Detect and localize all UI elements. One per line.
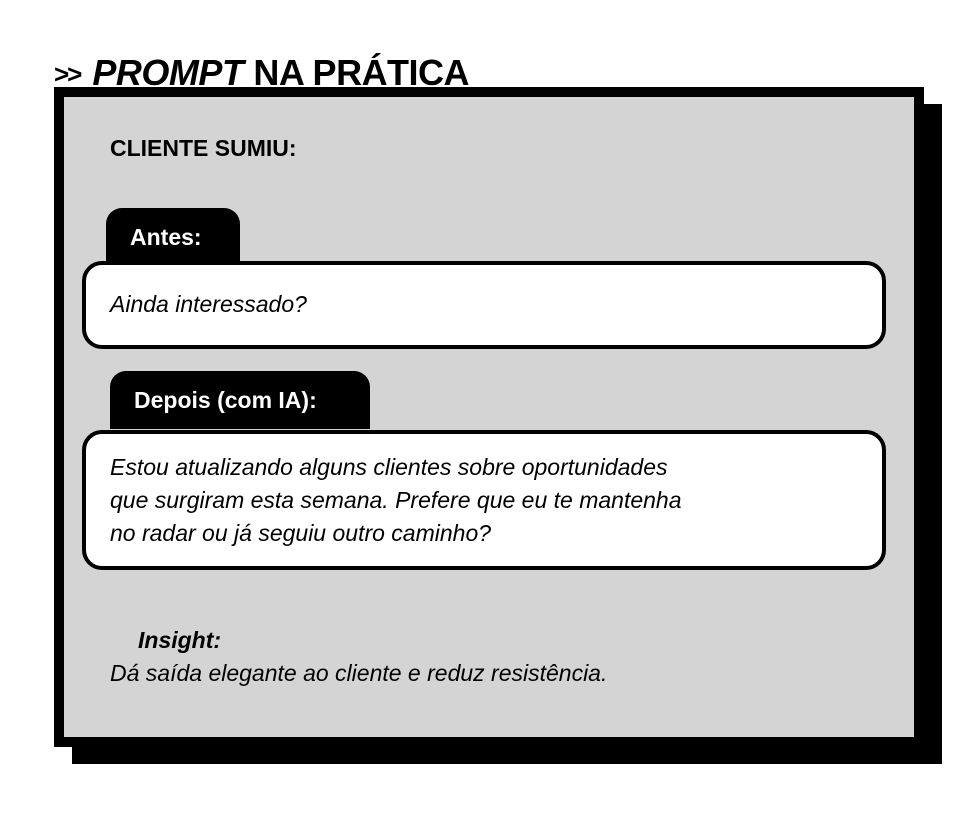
after-message-line: que surgiram esta semana. Prefere que eu te mantenha [110,487,682,513]
before-message-box [82,261,886,349]
after-message-line: no radar ou já seguiu outro caminho? [110,520,492,546]
after-message-box [82,430,886,570]
before-tab-label: Antes: [106,208,240,266]
title-rest: NA PRÁTICA [253,52,470,93]
title-emphasis: PROMPT [92,52,244,93]
before-message-text: Ainda interessado? [110,291,307,317]
after-message-line: Estou atualizando alguns clientes sobre oportunidades [110,454,668,480]
prompt-panel [54,87,924,747]
insight-label: Insight: [138,627,222,653]
page-title [54,50,469,97]
title-arrows: >> [54,59,81,89]
section-title: CLIENTE SUMIU: [110,135,297,161]
insight-text: Dá saída elegante ao cliente e reduz resistência. [110,660,608,686]
after-tab-label: Depois (com IA): [110,371,370,429]
